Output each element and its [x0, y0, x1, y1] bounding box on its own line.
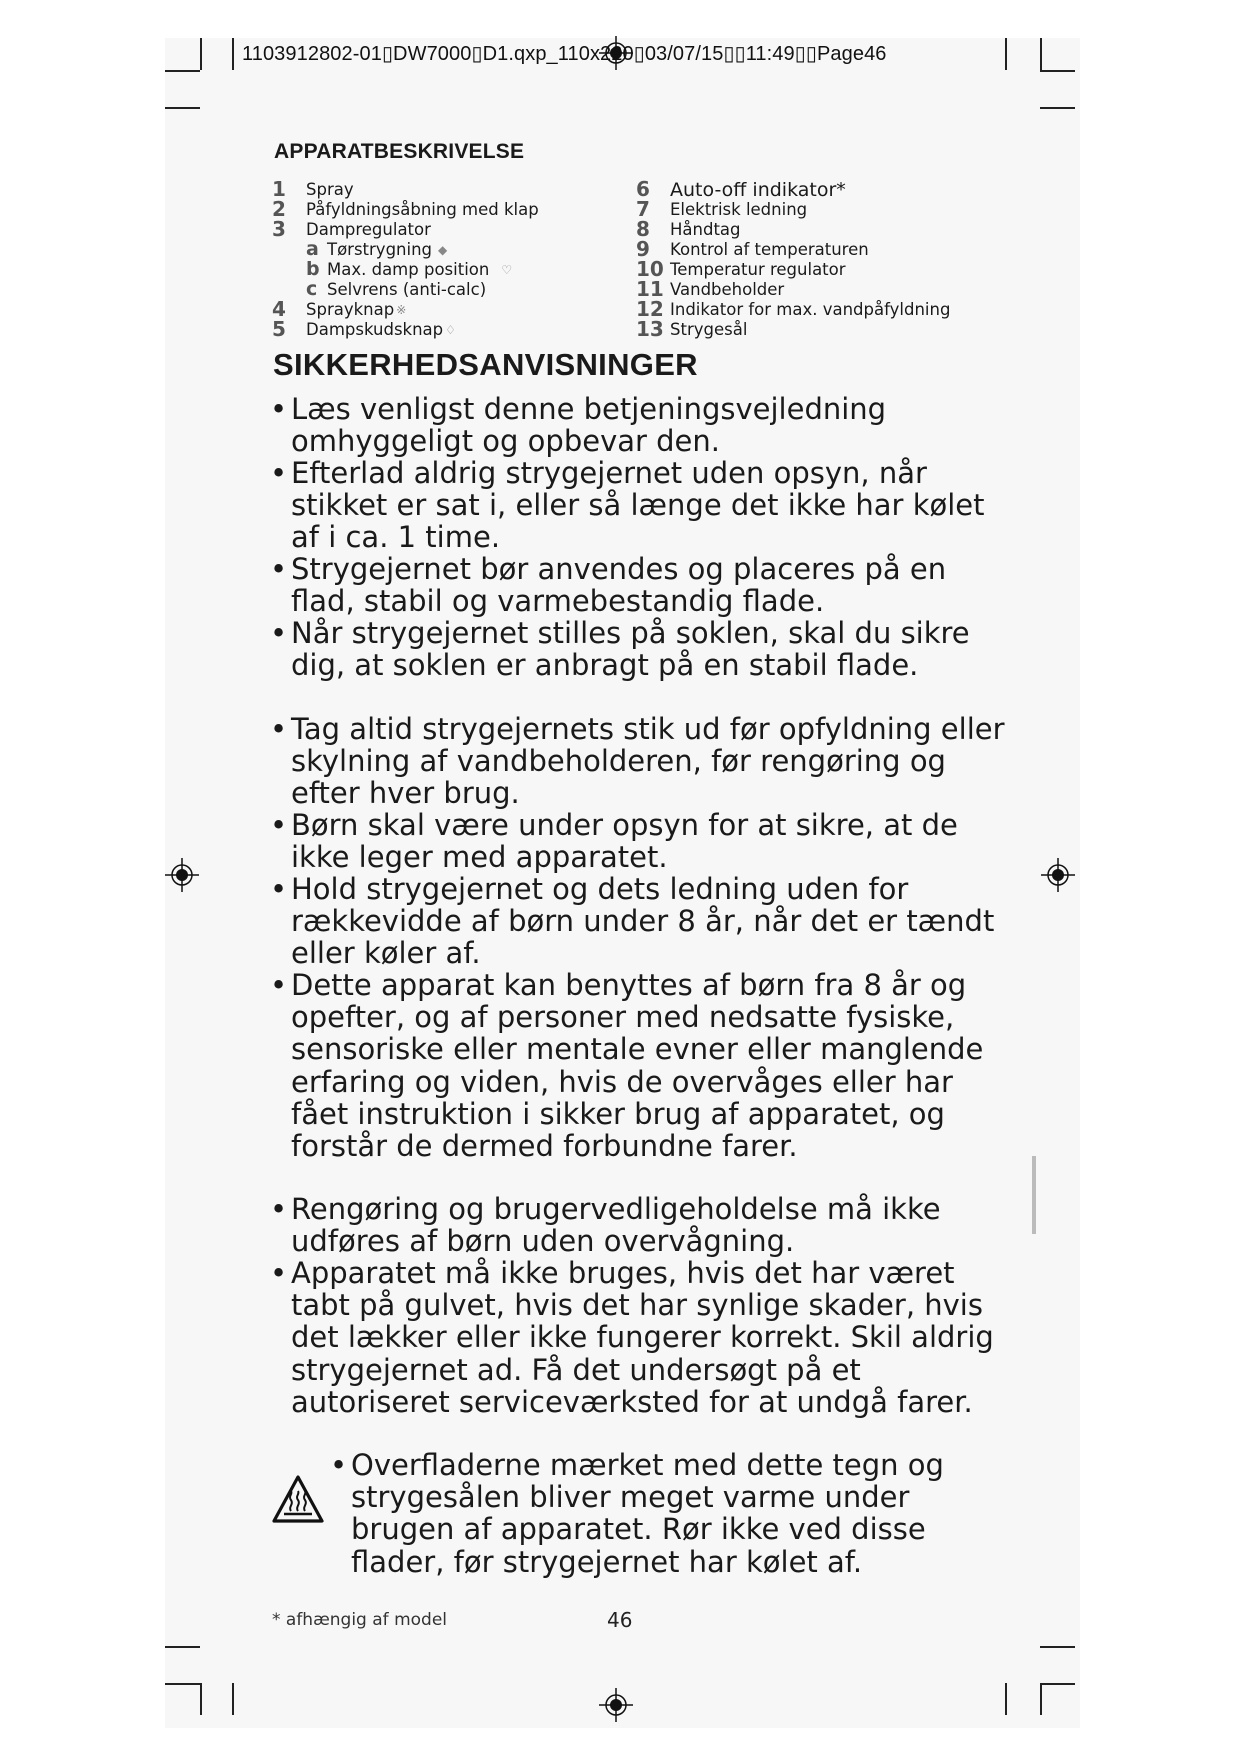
crop-mark — [232, 38, 234, 70]
max-steam-icon: ♡ — [501, 263, 513, 277]
crop-mark — [165, 1646, 200, 1648]
list-item: 8 Håndtag — [636, 217, 741, 241]
crop-mark — [1040, 1683, 1075, 1685]
footnote: * afhængig af model — [272, 1610, 447, 1630]
crop-mark — [165, 1683, 200, 1685]
crop-mark — [200, 38, 202, 70]
list-item: 1 Spray — [272, 177, 354, 201]
crop-mark — [1040, 1683, 1042, 1715]
print-slug: 1103912802-01▯DW7000▯D1.qxp_110x220▯03/07/15▯▯11:49▯▯Page46 — [242, 43, 887, 65]
safety-bullet: • Strygejernet bør anvendes og placeres på en flad, stabil og varmebestandig flade. — [270, 552, 947, 619]
safety-bullet: • Tag altid strygejernets stik ud før opfyldning eller skylning af vandbeholderen, før rengøring og efter hver brug. — [270, 712, 1005, 811]
safety-bullet: • Hold strygejernet og dets ledning uden for rækkevidde af børn under 8 år, når det er tændt eller køler af. — [270, 872, 995, 971]
spray-icon: ※ — [396, 303, 407, 317]
registration-mark-icon — [599, 1688, 633, 1722]
crop-mark — [232, 1683, 234, 1715]
safety-bullet-hot-surface: • Overfladerne mærket med dette tegn og strygesålen bliver meget varme under brugen af apparatet. Rør ikke ved disse flader, før strygejernet har kølet af. — [330, 1448, 944, 1579]
registration-mark-icon — [1041, 858, 1075, 892]
list-item: 6 Auto-off indikator* — [636, 177, 846, 201]
safety-bullet: • Læs venligst denne betjeningsvejledning omhyggeligt og opbevar den. — [270, 392, 887, 459]
safety-bullet: • Når strygejernet stilles på soklen, skal du sikre dig, at soklen er anbragt på en stabil flade. — [270, 616, 970, 683]
list-item: 7 Elektrisk ledning — [636, 197, 808, 221]
list-item: 13 Strygesål — [636, 317, 748, 341]
section-title: APPARATBESKRIVELSE — [274, 140, 525, 163]
page-number: 46 — [607, 1608, 633, 1632]
list-item: a Tørstrygning ◆ — [306, 238, 448, 260]
safety-bullet: • Dette apparat kan benyttes af børn fra 8 år og opefter, og af personer med nedsatte fysiske, sensoriske eller mentale evner eller manglende erfaring og viden, hvis de overvåges eller har fået instruktion i sikker brug af apparatet, og forstår de dermed forbundne farer. — [270, 968, 984, 1164]
crop-mark — [1005, 38, 1007, 70]
safety-bullet: • Apparatet må ikke bruges, hvis det har været tabt på gulvet, hvis det har synlige skader, hvis det lækker eller ikke fungerer korrekt. Skil aldrig strygejernet ad. Få det undersøgt på et autoriseret serviceværksted for at undgå farer. — [270, 1256, 994, 1419]
list-item: 10 Temperatur regulator — [636, 257, 846, 281]
crop-mark — [1005, 1683, 1007, 1715]
crop-mark — [165, 70, 200, 72]
dry-ironing-icon: ◆ — [438, 243, 448, 257]
crop-mark — [1040, 70, 1075, 72]
steam-shot-icon: ♢ — [445, 323, 456, 337]
list-item: 2 Påfyldningsåbning med klap — [272, 197, 539, 221]
parts-list-left — [272, 177, 632, 341]
hot-surface-warning-icon — [271, 1474, 325, 1524]
margin-bar — [1032, 1156, 1036, 1234]
list-item: 5 Dampskudsknap ♢ — [272, 317, 456, 341]
list-item: c Selvrens (anti-calc) — [306, 278, 487, 300]
list-item: b Max. damp position ♡ — [306, 258, 513, 280]
parts-list-right — [636, 177, 1076, 341]
list-item: 4 Sprayknap ※ — [272, 297, 407, 321]
crop-mark — [1040, 1646, 1075, 1648]
crop-mark — [165, 107, 200, 109]
list-item: 12 Indikator for max. vandpåfyldning — [636, 297, 951, 321]
list-item: 9 Kontrol af temperaturen — [636, 237, 869, 261]
crop-mark — [1040, 38, 1042, 70]
list-item: 3 Dampregulator — [272, 217, 431, 241]
safety-bullet: • Rengøring og brugervedligeholdelse må ikke udføres af børn uden overvågning. — [270, 1192, 941, 1259]
registration-mark-icon — [165, 858, 199, 892]
safety-bullet: • Efterlad aldrig strygejernet uden opsyn, når stikket er sat i, eller så længe det ikke har kølet af i ca. 1 time. — [270, 456, 985, 555]
crop-mark — [200, 1683, 202, 1715]
safety-bullet: • Børn skal være under opsyn for at sikre, at de ikke leger med apparatet. — [270, 808, 958, 875]
safety-heading: SIKKERHEDSANVISNINGER — [273, 347, 698, 382]
list-item: 11 Vandbeholder — [636, 277, 785, 301]
crop-mark — [1040, 107, 1075, 109]
